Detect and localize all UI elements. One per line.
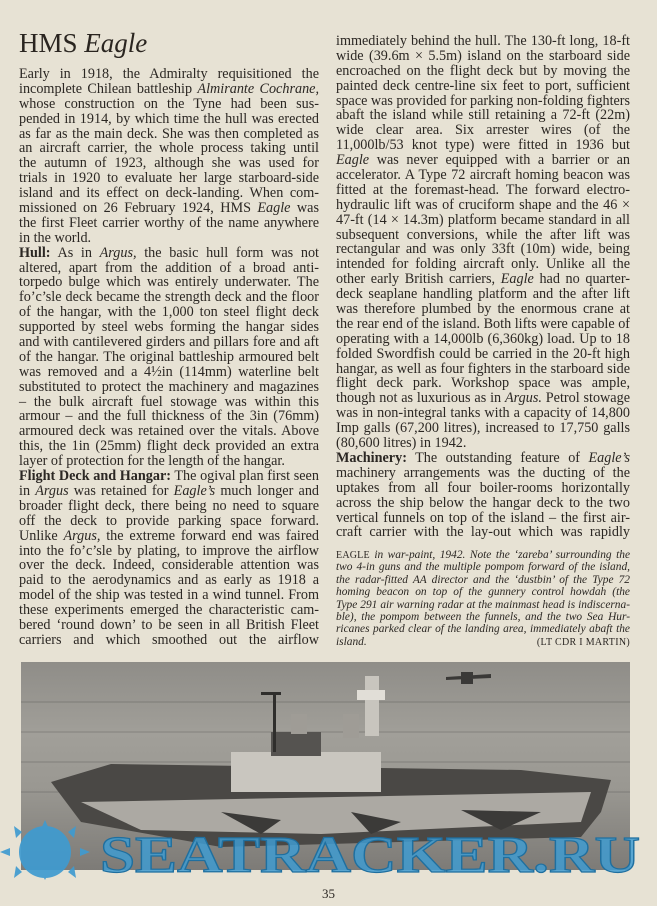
text-line (19, 82, 319, 97)
text-line (336, 332, 630, 347)
section-heading: Hull: (19, 244, 51, 261)
text-segment: across the ship below the hangar deck to the two (336, 494, 630, 511)
text-segment: as far as the main deck. She was then completed as (19, 125, 319, 142)
text-segment: Eagle’s (173, 482, 216, 499)
title-prefix: HMS (19, 28, 85, 58)
text-segment: island and its effect on deck-landing. When com- (19, 185, 319, 202)
text-segment: the radar-fitted AA director and the ‘dustbin’ of the Type 72 (336, 573, 630, 586)
text-line (336, 525, 630, 540)
text-segment: encroached on the flight deck but by moving the (336, 62, 630, 79)
text-segment: Imp galls (67,200 litres), increased to 17,750 galls (336, 420, 630, 437)
text-segment: machinery arrangements was the ducting of the (336, 464, 630, 481)
text-line (19, 112, 319, 127)
text-line (19, 350, 319, 365)
text-segment: had no quarter- (533, 271, 630, 288)
text-segment: ble), the pompom between the funnels, and the two Sea Hur- (336, 610, 630, 623)
right-text-column (336, 34, 630, 540)
text-segment: into the fo’c’sle by plating, to improve the airflow (19, 542, 319, 559)
text-segment: layer of protection for the length of the hangar. (19, 453, 285, 470)
text-line (336, 242, 630, 257)
text-segment: EAGLE (336, 550, 370, 561)
text-segment: these experiments emerged the characteristic cam- (19, 602, 319, 619)
text-segment: uptakes from all four boiler-rooms horizontally (336, 479, 630, 496)
left-text-column (19, 67, 319, 648)
text-segment: operating with a 14,000lb (6,360kg) load. Up to 18 (336, 330, 630, 347)
text-segment: Type 291 air warning radar at the mainmast head is indiscerna- (336, 598, 630, 611)
text-line (19, 201, 319, 216)
text-segment: missioned on 26 February 1924, HMS (19, 200, 258, 217)
text-segment: was therefore plumbed by the enormous crane at (336, 301, 630, 318)
text-line (19, 67, 319, 82)
text-line (19, 469, 319, 484)
text-segment: torpedo bulge which was entirely underwater. The (19, 274, 319, 291)
text-segment: Eagle (336, 152, 370, 169)
text-line (336, 481, 630, 496)
text-line (336, 198, 630, 213)
text-segment: intended for folding aircraft only. Unlike all the (336, 256, 630, 273)
text-segment: an aircraft carrier, the whole process taking until (19, 140, 319, 157)
text-segment: Argus (35, 482, 69, 499)
text-segment: armour – and the full thickness of the 3in (76mm) (19, 408, 319, 425)
text-line (336, 79, 630, 94)
section-heading: Machinery: (336, 449, 407, 466)
text-line (336, 257, 630, 272)
text-segment: the rear end of the island. Both lifts were capable of (336, 315, 630, 332)
text-segment: – the bulk aircraft fuel stowage was within this (19, 393, 319, 410)
text-segment: abaft the island while still retaining a 72-ft (22m) (336, 107, 630, 124)
text-segment: trials in 1920 to evaluate her large starboard-side (19, 170, 319, 187)
text-line (19, 171, 319, 186)
photo-caption (336, 549, 630, 648)
text-segment: in the world. (19, 229, 92, 246)
text-segment: in (19, 482, 36, 499)
text-segment: this, the 1in (25mm) flight deck provided an extra (19, 438, 319, 455)
text-line (336, 347, 630, 362)
text-segment: was in non-integral tanks with a capacity of 14,800 (336, 405, 630, 422)
text-line (336, 623, 630, 635)
text-segment: incomplete Chilean battleship (19, 80, 198, 97)
text-segment: ricanes parked clear of the landing area, immediately abaft the (336, 623, 630, 636)
text-segment: other early British carriers, (336, 271, 501, 288)
text-line (336, 574, 630, 586)
text-segment: though not as luxurious as in (336, 390, 505, 407)
text-segment: was never equipped with a barrier or an (369, 152, 630, 169)
text-segment: in war-paint, 1942. Note the ‘zareba’ surrounding the (369, 549, 630, 561)
text-segment: supported by steel webs forming the hangar sides (19, 319, 319, 336)
text-segment: flight deck park. Workshop space was ample, (336, 375, 630, 392)
text-line (19, 558, 319, 573)
text-line (336, 317, 630, 332)
text-line (19, 484, 319, 499)
text-line (19, 439, 319, 454)
text-line (19, 380, 319, 395)
text-segment: the autumn of 1923, although she was used for (19, 155, 319, 172)
text-line (19, 320, 319, 335)
text-line (19, 618, 319, 633)
text-line (336, 287, 630, 302)
text-segment: altered, apart from the addition of a broad anti- (19, 259, 319, 276)
text-segment: the basic hull form was not (136, 244, 319, 261)
text-line (336, 108, 630, 123)
text-segment: Almirante Cochrane, (197, 80, 320, 97)
text-segment: fo’c’sle deck became the strength deck and the floor (19, 289, 319, 306)
text-segment: 11,000lb/53 knot type) were fitted in 1936 but (336, 137, 630, 154)
text-line (19, 424, 319, 439)
text-line (336, 586, 630, 598)
text-segment: of the hangar. The original battleship armoured belt (19, 348, 319, 365)
text-line (19, 633, 319, 648)
text-line (19, 365, 319, 380)
text-line (19, 529, 319, 544)
text-segment: fitted at the foremast-head. The forward electro- (336, 181, 630, 198)
text-segment: and with cantilevered girders and pillars fore and aft (19, 334, 319, 351)
text-line (19, 231, 319, 246)
text-segment: painted deck centre-line six feet to port, sufficient (336, 77, 630, 94)
text-line (336, 123, 630, 138)
text-line (336, 213, 630, 228)
text-line (336, 599, 630, 611)
text-segment: bered ‘round down’ to be seen in all British Fleet (19, 616, 319, 633)
text-line (336, 611, 630, 623)
text-line (19, 454, 319, 469)
text-line (336, 391, 630, 406)
text-segment: wide clear area. Six arrester wires (of the (336, 122, 630, 139)
text-segment: island. (336, 635, 367, 648)
text-line (336, 496, 630, 511)
text-line (336, 228, 630, 243)
text-segment: vertical funnels on top of the island – the first air- (336, 509, 630, 526)
text-segment: over the deck. Indeed, considerable attention was (19, 557, 319, 574)
text-line (19, 246, 319, 261)
text-segment: rectangular and was only 33ft (10m) wide, being (336, 241, 630, 258)
text-line (336, 362, 630, 377)
text-line (19, 156, 319, 171)
text-line (336, 421, 630, 436)
text-segment: homing beacon on top of the gunnery control howdah (the (336, 586, 630, 599)
text-segment: The ogival plan first seen (171, 468, 319, 485)
text-line (19, 290, 319, 305)
text-segment: Eagle’s (588, 449, 630, 466)
text-line (336, 49, 630, 64)
title-ship-name: Eagle (84, 28, 148, 58)
text-line (19, 514, 319, 529)
text-segment: was (290, 200, 319, 217)
text-segment: Argus, (99, 244, 137, 261)
text-line (19, 395, 319, 410)
text-segment: The outstanding feature of (406, 449, 589, 466)
text-line (19, 261, 319, 276)
watermark-text: SEATRACKER.RU (100, 827, 640, 880)
photo-credit: (LT CDR I MARTIN) (536, 636, 630, 648)
text-segment: hangar, as well as four fighters in the starboard side (336, 360, 630, 377)
text-line (336, 64, 630, 79)
text-line (336, 168, 630, 183)
text-line (336, 94, 630, 109)
text-line (336, 302, 630, 317)
text-segment: As in (50, 244, 100, 261)
text-line (336, 636, 630, 648)
text-line (19, 97, 319, 112)
text-line (19, 588, 319, 603)
text-segment: Argus. (504, 390, 542, 407)
section-heading: Flight Deck and Hangar: (19, 468, 171, 485)
text-line (336, 561, 630, 573)
text-segment: carriers and which smoothed out the airflow (19, 631, 319, 648)
text-segment: wide (39.6m × 5.5m) island on the starboard side (336, 47, 630, 64)
seatracker-watermark (0, 820, 650, 880)
text-segment: the first Fleet carrier worthy of the name anywhere (19, 214, 319, 231)
text-line (19, 305, 319, 320)
text-line (336, 183, 630, 198)
text-line (19, 603, 319, 618)
text-segment: much longer and (215, 482, 320, 499)
text-segment: Early in 1918, the Admiralty requisitioned the (19, 66, 319, 82)
text-segment: pended in 1914, by which time the hull was erected (19, 110, 319, 127)
text-segment: Argus, (63, 527, 101, 544)
sun-logo-icon (0, 820, 90, 880)
text-segment: accelerator. A Type 72 aircraft homing beacon was (336, 167, 630, 184)
text-segment: deck seaplane handling platform and the after lift (336, 286, 630, 303)
text-line (19, 499, 319, 514)
text-segment: was retained for (68, 482, 174, 499)
text-line (336, 153, 630, 168)
text-segment: model of the ship was tested in a wind tunnel. From (19, 587, 319, 604)
text-segment: craft carrier with the lay-out which was rapidly (336, 524, 630, 541)
text-segment: of the hangar, with the 1,000 ton steel flight deck (19, 304, 319, 321)
text-line (19, 216, 319, 231)
text-segment: Eagle (257, 200, 291, 217)
text-segment: (80,600 litres) in 1942. (336, 435, 467, 452)
text-segment: hydraulic lift was of cruciform shape and the 46 × (336, 196, 630, 213)
text-line (19, 544, 319, 559)
text-line (19, 186, 319, 201)
text-line (19, 127, 319, 142)
text-line (19, 275, 319, 290)
text-segment: two 4-in guns and the multiple pompom forward of the island, (336, 561, 630, 574)
text-segment: off the deck to provide parking space forward. (19, 512, 319, 529)
text-segment: folded Swordfish could be carried in the 20-ft high (336, 345, 630, 362)
text-segment: whose construction on the Tyne had been sus- (19, 95, 319, 112)
text-segment: was removed and a 4½in (114mm) waterline belt (19, 363, 319, 380)
text-line (336, 272, 630, 287)
text-segment: space was provided for parking non-folding fighters (336, 92, 630, 109)
text-line (19, 141, 319, 156)
text-segment: substituted to protect the machinery and magazines (19, 378, 319, 395)
text-segment: broader flight deck, there being no need to square (19, 497, 319, 514)
text-segment: Eagle (500, 271, 534, 288)
text-line (336, 34, 630, 49)
page-number: 35 (322, 886, 335, 901)
article-title (19, 28, 147, 58)
text-line (336, 511, 630, 526)
text-segment: armoured deck was retained over the vitals. Above (19, 423, 319, 440)
text-line (19, 573, 319, 588)
text-line (336, 376, 630, 391)
text-line (336, 138, 630, 153)
text-segment: Unlike (19, 527, 64, 544)
text-line (336, 451, 630, 466)
text-segment: Petrol stowage (541, 390, 630, 407)
text-segment: subsequent conversions, while the after lift was (336, 226, 630, 243)
text-segment: immediately behind the hull. The 130-ft long, 18-ft (336, 33, 630, 49)
text-line (336, 549, 630, 561)
text-line (19, 409, 319, 424)
text-line (19, 335, 319, 350)
text-line (336, 436, 630, 451)
text-line (336, 466, 630, 481)
text-line (336, 406, 630, 421)
text-segment: the extreme forward end was faired (100, 527, 319, 544)
text-segment: 47-ft (14 × 14.3m) platform became standard in all (336, 211, 630, 228)
text-segment: paid to the aerodynamics and as early as 1918 a (19, 572, 319, 589)
